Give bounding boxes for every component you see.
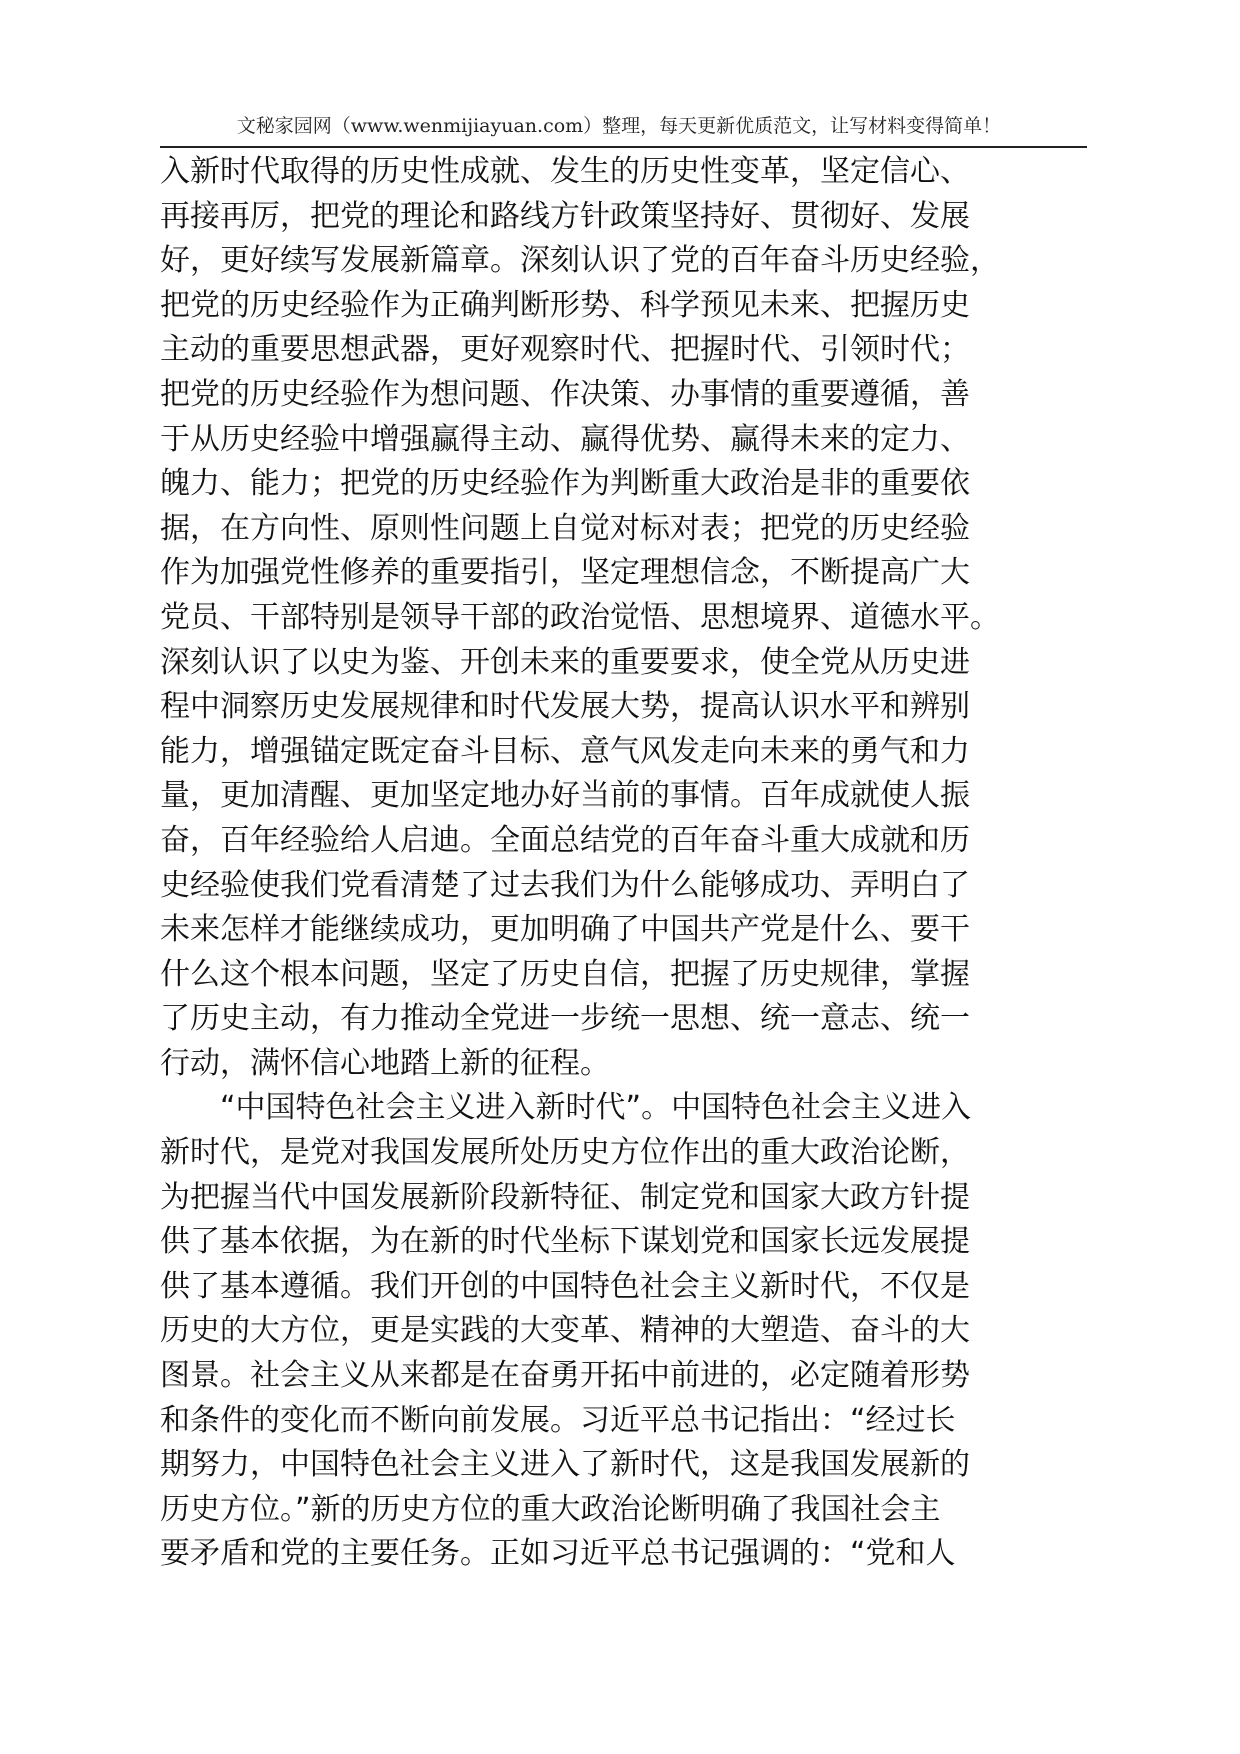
text-line: 程中洞察历史发展规律和时代发展大势，提高认识水平和辨别: [160, 689, 970, 725]
text-line: 供了基本依据，为在新的时代坐标下谋划党和国家长远发展提: [160, 1224, 970, 1260]
text-line: 把党的历史经验作为想问题、作决策、办事情的重要遵循，善: [160, 376, 970, 412]
text-line: 入新时代取得的历史性成就、发生的历史性变革，坚定信心、: [160, 154, 970, 189]
text-line: 于从历史经验中增强赢得主动、赢得优势、赢得未来的定力、: [160, 421, 970, 457]
page-header: 文秘家园网（www.wenmijiayuan.com）整理，每天更新优质范文，让写材料变得简单！: [236, 115, 1002, 137]
text-line: 什么这个根本问题，坚定了历史自信，把握了历史规律，掌握: [160, 956, 970, 992]
text-line: 史经验使我们党看清楚了过去我们为什么能够成功、弄明白了: [160, 867, 970, 903]
body-text: [160, 150, 1090, 1577]
text-line: 了历史主动，有力推动全党进一步统一思想、统一意志、统一: [160, 1001, 970, 1037]
text-line: 要矛盾和党的主要任务。正如习近平总书记强调的：“党和人: [160, 1536, 956, 1572]
text-line: 深刻认识了以史为鉴、开创未来的重要要求，使全党从历史进: [160, 644, 970, 680]
text-line: 和条件的变化而不断向前发展。习近平总书记指出：“经过长: [160, 1402, 956, 1438]
text-line: 把党的历史经验作为正确判断形势、科学预见未来、把握历史: [160, 287, 970, 323]
text-line: 为把握当代中国发展新阶段新特征、制定党和国家大政方针提: [160, 1179, 970, 1215]
text-line: 据，在方向性、原则性问题上自觉对标对表；把党的历史经验: [160, 510, 970, 546]
text-line: 主动的重要思想武器，更好观察时代、把握时代、引领时代；: [160, 332, 970, 368]
text-line: 再接再厉，把党的理论和路线方针政策坚持好、贯彻好、发展: [160, 198, 970, 234]
text-line: 量，更加清醒、更加坚定地办好当前的事情。百年成就使人振: [160, 778, 970, 814]
header-divider: [160, 146, 1087, 148]
text-line: 作为加强党性修养的重要指引，坚定理想信念，不断提高广大: [160, 555, 970, 591]
text-line: 新时代，是党对我国发展所处历史方位作出的重大政治论断，: [160, 1135, 970, 1171]
text-line: 能力，增强锚定既定奋斗目标、意气风发走向未来的勇气和力: [160, 733, 970, 769]
text-line: 历史方位。”新的历史方位的重大政治论断明确了我国社会主: [160, 1491, 941, 1527]
text-line: 图景。社会主义从来都是在奋勇开拓中前进的，必定随着形势: [160, 1358, 970, 1394]
text-line: 供了基本遵循。我们开创的中国特色社会主义新时代，不仅是: [160, 1268, 970, 1304]
text-line: 未来怎样才能继续成功，更加明确了中国共产党是什么、要干: [160, 912, 970, 948]
text-line: 好，更好续写发展新篇章。深刻认识了党的百年奋斗历史经验，: [160, 243, 1000, 279]
text-line: 魄力、能力；把党的历史经验作为判断重大政治是非的重要依: [160, 466, 970, 502]
text-line: 党员、干部特别是领导干部的政治觉悟、思想境界、道德水平。: [160, 599, 1000, 635]
text-line: 行动，满怀信心地踏上新的征程。: [160, 1045, 610, 1081]
text-line: 奋，百年经验给人启迪。全面总结党的百年奋斗重大成就和历: [160, 822, 970, 858]
text-line: 期努力，中国特色社会主义进入了新时代，这是我国发展新的: [160, 1447, 970, 1483]
text-line: 历史的大方位，更是实践的大变革、精神的大塑造、奋斗的大: [160, 1313, 970, 1349]
paragraph-start-line: “中国特色社会主义进入新时代”。中国特色社会主义进入: [220, 1090, 972, 1126]
